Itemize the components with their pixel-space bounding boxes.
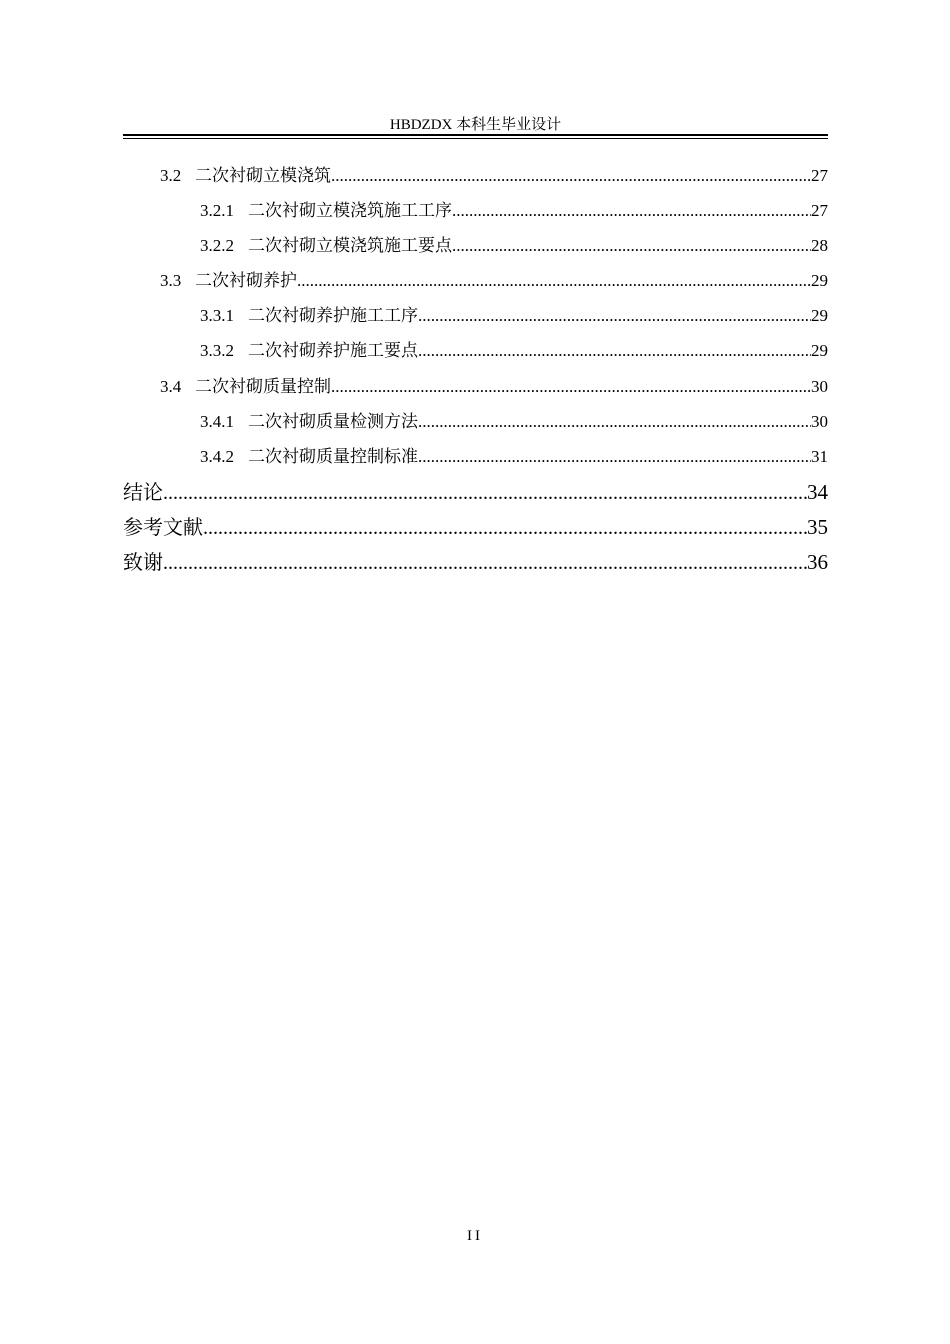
- page-header: HBDZDX 本科生毕业设计: [389, 117, 562, 133]
- toc-entry-title: 二次衬砌养护: [195, 271, 297, 290]
- toc-entry[interactable]: [200, 231, 828, 256]
- toc-leader-dots: [418, 306, 811, 326]
- toc-entry-page: 29: [811, 271, 828, 290]
- toc-leader-dots: [163, 482, 807, 505]
- toc-entry-page: 30: [811, 377, 828, 396]
- toc-entry-title: 致谢: [123, 550, 163, 574]
- page-number: II: [467, 1228, 483, 1244]
- toc-entry[interactable]: [123, 546, 828, 575]
- toc-entry-title: 二次衬砌质量控制标准: [248, 447, 418, 466]
- toc-leader-dots: [418, 341, 811, 361]
- toc-entry-number: 3.3.2: [200, 341, 234, 360]
- header-rule-thick: [123, 134, 828, 136]
- toc-entry[interactable]: [200, 196, 828, 221]
- toc-entry[interactable]: [200, 442, 828, 467]
- toc-entry-page: 30: [811, 412, 828, 431]
- toc-entry-title: 二次衬砌养护施工工序: [248, 306, 418, 325]
- toc-leader-dots: [203, 517, 807, 540]
- toc-entry-number: 3.3.1: [200, 306, 234, 325]
- toc-leader-dots: [331, 377, 811, 397]
- toc-entry-title: 参考文献: [123, 515, 203, 539]
- toc-entry-page: 29: [811, 306, 828, 325]
- toc-entry-number: 3.2: [160, 166, 182, 185]
- toc-entry[interactable]: [200, 336, 828, 361]
- toc-entry-number: 3.4.1: [200, 412, 234, 431]
- toc-entry-title: 二次衬砌立模浇筑施工工序: [248, 201, 452, 220]
- toc-leader-dots: [452, 201, 811, 221]
- toc-entry-page: 34: [807, 480, 828, 504]
- toc-entry-page: 31: [811, 447, 828, 466]
- toc-entry[interactable]: [123, 511, 828, 540]
- toc-entry[interactable]: [160, 372, 828, 397]
- header-rule-thin: [123, 138, 828, 139]
- toc-entry-page: 35: [807, 515, 828, 539]
- toc-entry-page: 27: [811, 201, 828, 220]
- toc-entry-title: 二次衬砌立模浇筑: [195, 166, 331, 185]
- toc-leader-dots: [418, 412, 811, 432]
- toc-entry[interactable]: [200, 407, 828, 432]
- toc-leader-dots: [297, 271, 811, 291]
- toc-entry-page: 28: [811, 236, 828, 255]
- toc-entry-page: 27: [811, 166, 828, 185]
- toc-entry-page: 36: [807, 550, 828, 574]
- toc-entry[interactable]: [160, 266, 828, 291]
- toc-entry-title: 二次衬砌质量控制: [195, 377, 331, 396]
- toc-entry-page: 29: [811, 341, 828, 360]
- toc-entry-number: 3.3: [160, 271, 182, 290]
- toc-entry-title: 结论: [123, 480, 163, 504]
- toc-leader-dots: [418, 447, 811, 467]
- toc-entry-title: 二次衬砌养护施工要点: [248, 341, 418, 360]
- toc-leader-dots: [452, 236, 811, 256]
- toc-entry[interactable]: [123, 476, 828, 505]
- toc-entry-number: 3.2.1: [200, 201, 234, 220]
- toc-entry[interactable]: [200, 301, 828, 326]
- toc-entry-number: 3.4.2: [200, 447, 234, 466]
- toc-entry-title: 二次衬砌质量检测方法: [248, 412, 418, 431]
- toc-entry-title: 二次衬砌立模浇筑施工要点: [248, 236, 452, 255]
- toc-entry-number: 3.2.2: [200, 236, 234, 255]
- toc-leader-dots: [331, 166, 811, 186]
- toc-leader-dots: [163, 552, 807, 575]
- toc-entry-number: 3.4: [160, 377, 182, 396]
- toc-entry[interactable]: [160, 161, 828, 186]
